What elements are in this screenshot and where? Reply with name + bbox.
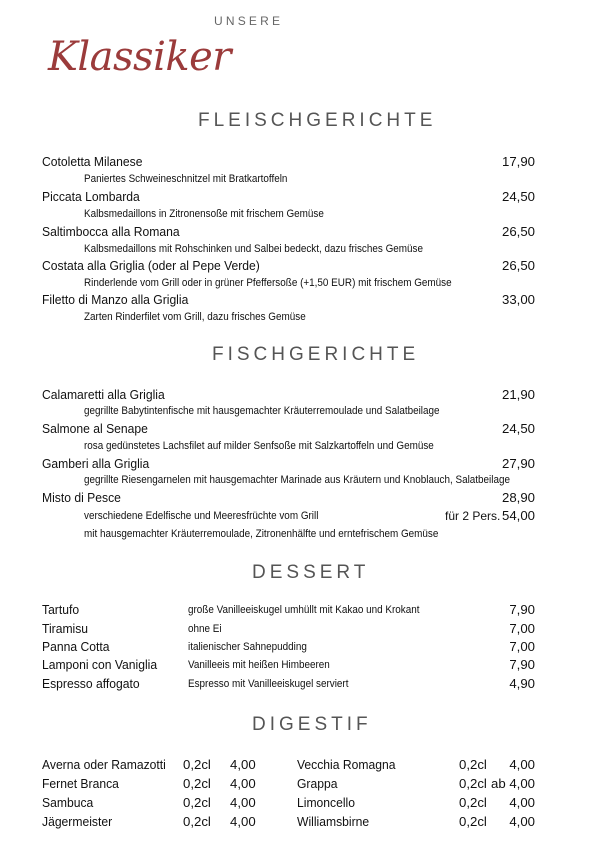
dessert-name: Tartufo — [42, 602, 80, 617]
digestif-price: 4,00 — [230, 757, 256, 772]
dish-name: Salmone al Senape — [42, 421, 148, 436]
digestif-size: 0,2cl — [183, 776, 211, 791]
digestif-name: Williamsbirne — [297, 814, 370, 829]
digestif-name: Jägermeister — [42, 814, 113, 829]
portion-label: für 2 Pers. — [445, 509, 501, 523]
header-kicker: UNSERE — [214, 14, 284, 28]
dessert-price: 4,90 — [509, 676, 535, 691]
digestif-size: 0,2cl — [183, 814, 211, 829]
dish-price: 33,00 — [501, 292, 535, 307]
dish-name: Misto di Pesce — [42, 490, 121, 505]
digestif-name: Limoncello — [297, 795, 356, 810]
dessert-name: Lamponi con Vaniglia — [42, 657, 158, 672]
dessert-name: Panna Cotta — [42, 639, 110, 654]
digestif-size: 0,2cl — [459, 757, 487, 772]
dish-price: 27,90 — [501, 456, 535, 471]
dish-description: Kalbsmedaillons mit Rohschinken und Salbei bedeckt, dazu frisches Gemüse — [84, 243, 423, 255]
dish-price-for-two: 54,00 — [501, 508, 535, 523]
digestif-size: 0,2cl — [459, 795, 487, 810]
dessert-price: 7,90 — [509, 657, 535, 672]
digestif-size: 0,2cl — [459, 814, 487, 829]
dish-name: Gamberi alla Griglia — [42, 456, 150, 471]
page-title: Klassiker — [48, 34, 231, 80]
dish-description: verschiedene Edelfische und Meeresfrüchte vom Grill — [84, 510, 319, 522]
dish-name: Calamaretti alla Griglia — [42, 387, 165, 402]
dessert-price: 7,00 — [509, 639, 535, 654]
dessert-description: Vanilleeis mit heißen Himbeeren — [188, 659, 330, 671]
dish-price: 24,50 — [501, 189, 535, 204]
dish-description: Rinderlende vom Grill oder in grüner Pfeffersoße (+1,50 EUR) mit frischem Gemüse — [84, 277, 452, 289]
dish-description: Paniertes Schweineschnitzel mit Bratkartoffeln — [84, 173, 288, 185]
digestif-price: 4,00 — [509, 757, 535, 772]
dish-name: Saltimbocca alla Romana — [42, 224, 180, 239]
dish-price: 26,50 — [501, 224, 535, 239]
dish-name: Costata alla Griglia (oder al Pepe Verde) — [42, 258, 260, 273]
dish-description: gegrillte Babytintenfische mit hausgemachter Kräuterremoulade und Salatbeilage — [84, 405, 440, 417]
digestif-price: ab 4,00 — [491, 776, 535, 791]
dessert-price: 7,90 — [509, 602, 535, 617]
digestif-name: Vecchia Romagna — [297, 757, 396, 772]
dish-price: 24,50 — [501, 421, 535, 436]
digestif-name: Grappa — [297, 776, 338, 791]
section-heading-fleisch: FLEISCHGERICHTE — [198, 110, 437, 131]
digestif-price: 4,00 — [230, 814, 256, 829]
dish-price: 26,50 — [501, 258, 535, 273]
digestif-name: Averna oder Ramazotti — [42, 757, 166, 772]
dish-description-continued: mit hausgemachter Kräuterremoulade, Zitronenhälfte und erntefrischem Gemüse — [84, 528, 439, 540]
digestif-price: 4,00 — [509, 795, 535, 810]
dish-price: 17,90 — [501, 154, 535, 169]
digestif-name: Sambuca — [42, 795, 94, 810]
digestif-size: 0,2cl — [183, 757, 211, 772]
dish-name: Piccata Lombarda — [42, 189, 140, 204]
section-heading-digestif: DIGESTIF — [252, 714, 372, 735]
digestif-size: 0,2cl — [459, 776, 487, 791]
dessert-name: Espresso affogato — [42, 676, 140, 691]
digestif-price: 4,00 — [509, 814, 535, 829]
dish-price: 21,90 — [501, 387, 535, 402]
section-heading-fisch: FISCHGERICHTE — [212, 344, 420, 365]
digestif-price: 4,00 — [230, 795, 256, 810]
dessert-price: 7,00 — [509, 621, 535, 636]
dish-description: Zarten Rinderfilet vom Grill, dazu frisches Gemüse — [84, 311, 306, 323]
digestif-size: 0,2cl — [183, 795, 211, 810]
dessert-name: Tiramisu — [42, 621, 89, 636]
dish-name: Filetto di Manzo alla Griglia — [42, 292, 189, 307]
dish-description: gegrillte Riesengarnelen mit hausgemachter Marinade aus Kräutern und Knoblauch, Salatbeilage — [84, 474, 510, 486]
dish-description: Kalbsmedaillons in Zitronensoße mit frischem Gemüse — [84, 208, 324, 220]
dish-price: 28,90 — [501, 490, 535, 505]
dessert-description: große Vanilleeiskugel umhüllt mit Kakao und Krokant — [188, 604, 420, 616]
dish-description: rosa gedünstetes Lachsfilet auf milder Senfsoße mit Salzkartoffeln und Gemüse — [84, 440, 434, 452]
dessert-description: Espresso mit Vanilleeiskugel serviert — [188, 678, 349, 690]
dessert-description: italienischer Sahnepudding — [188, 641, 307, 653]
digestif-name: Fernet Branca — [42, 776, 119, 791]
dish-name: Cotoletta Milanese — [42, 154, 143, 169]
dessert-description: ohne Ei — [188, 623, 222, 635]
digestif-price: 4,00 — [230, 776, 256, 791]
section-heading-dessert: DESSERT — [252, 562, 370, 583]
